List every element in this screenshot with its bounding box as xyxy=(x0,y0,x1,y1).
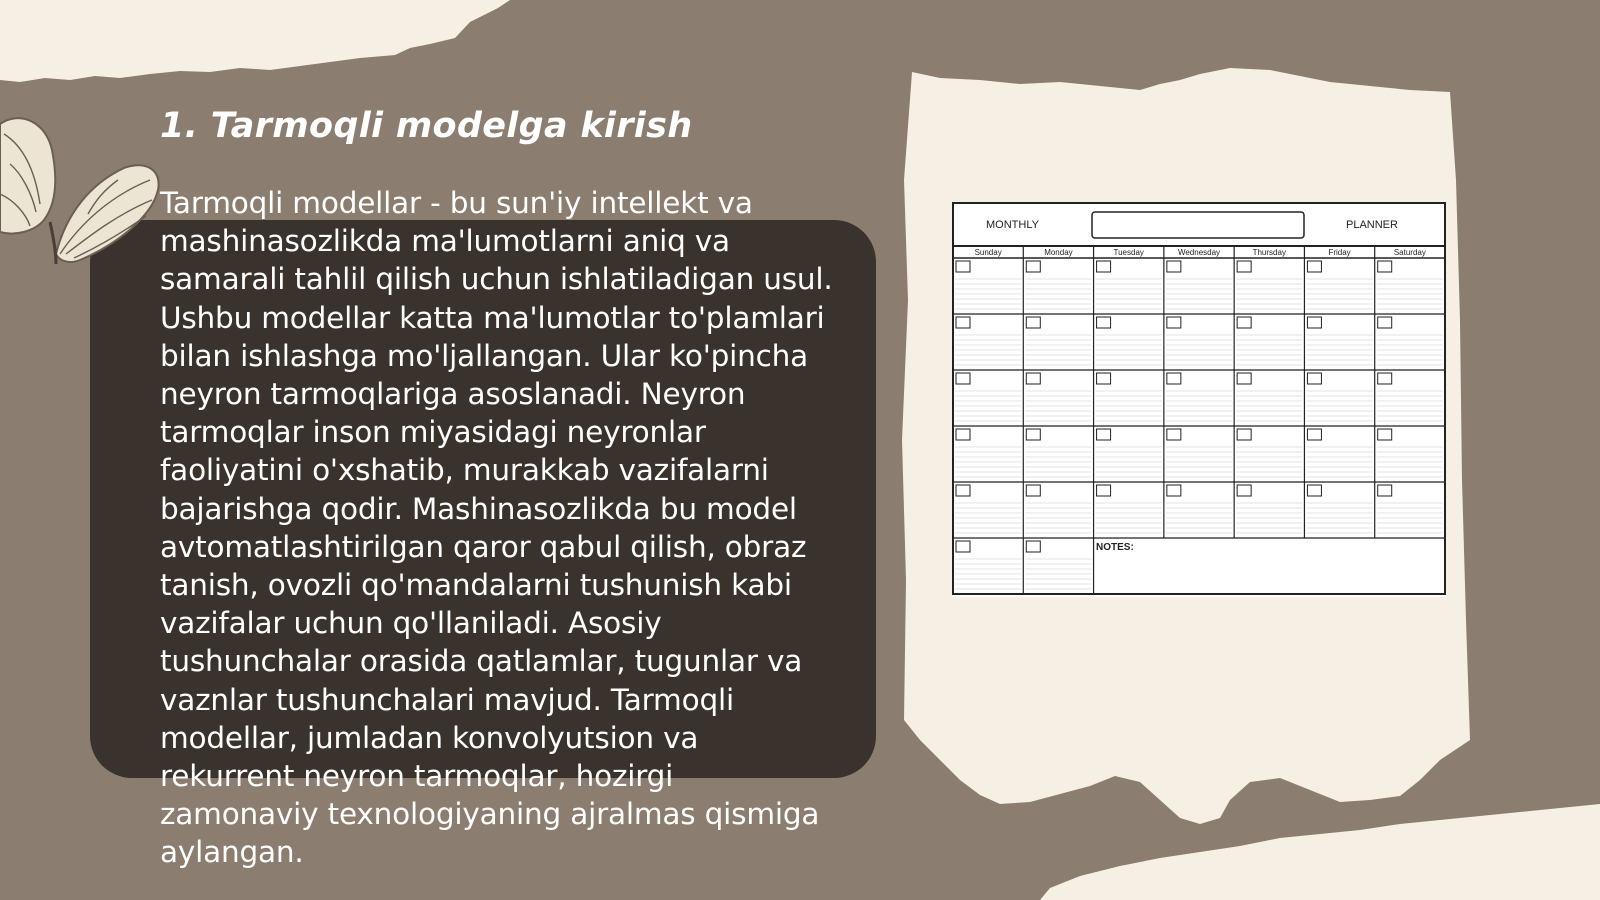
slide-title: 1. Tarmoqli modelga kirish xyxy=(160,106,693,146)
slide-body-text: Tarmoqli modellar - bu sun'iy intellekt va mashinasozlikda ma'lumotlarni aniq va samarali tahlil qilish uchun ishlatiladigan usul. Ushbu modellar katta ma'lumotlar to'plamlari bilan ishlashga mo'ljallangan. Ular ko'pincha neyron tarmoqlariga asoslanadi. Neyron tarmoqlar inson miyasidagi neyronlar faoliyatini o'xshatib, murakkab vazifalarni bajarishga qodir. Mashinasozlikda bu model avtomatlashtirilgan qaror qabul qilish, obraz tanish, ovozli qo'mandalarni tushunish kabi vazifalar uchun qo'llaniladi. Asosiy tushunchalar orasida qatlamlar, tugunlar va vaznlar tushunchalari mavjud. Tarmoqli modellar, jumladan konvolyutsion va rekurrent neyron tarmoqlar, hozirgi zamonaviy texnologiyaning ajralmas qismiga aylangan. xyxy=(160,186,833,870)
planner-day-header: Wednesday xyxy=(1177,248,1221,257)
torn-paper-top-left xyxy=(0,0,520,110)
planner-monthly-label: MONTHLY xyxy=(986,219,1039,231)
monthly-planner-image xyxy=(952,202,1446,597)
planner-day-header: Sunday xyxy=(974,248,1002,257)
butterfly-icon xyxy=(0,104,170,274)
planner-day-header: Saturday xyxy=(1393,248,1426,257)
planner-planner-label: PLANNER xyxy=(1346,219,1398,231)
planner-day-header: Tuesday xyxy=(1113,248,1144,257)
planner-day-header: Friday xyxy=(1328,248,1351,257)
planner-day-header: Thursday xyxy=(1252,248,1286,257)
torn-paper-bottom-right xyxy=(1040,800,1600,900)
planner-day-header: Monday xyxy=(1044,248,1073,257)
planner-notes-label: NOTES: xyxy=(1096,542,1134,553)
